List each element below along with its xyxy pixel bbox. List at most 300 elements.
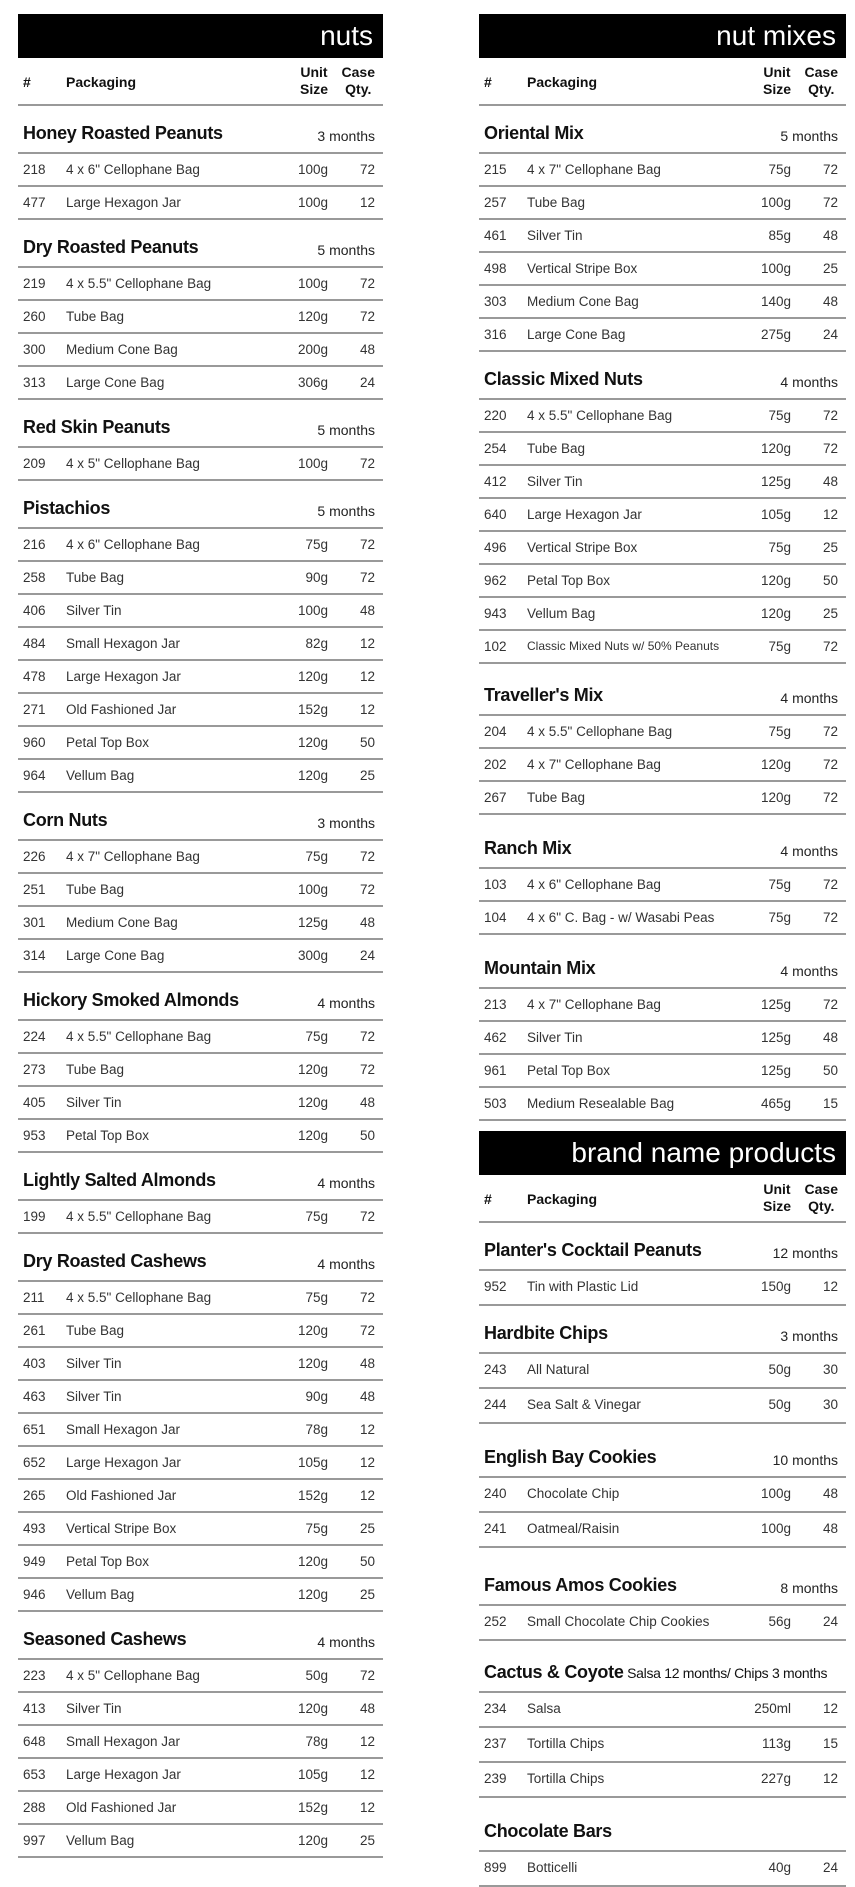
item-number: 952 — [484, 1279, 507, 1294]
header-packaging: Packaging — [66, 74, 137, 90]
item-case-qty: 12 — [359, 1455, 375, 1470]
item-packaging: 4 x 6" Cellophane Bag — [527, 877, 661, 892]
table-row — [18, 1201, 383, 1234]
section-header — [479, 352, 846, 400]
header-unit-size: Unit Size — [299, 64, 328, 97]
item-packaging: 4 x 6" Cellophane Bag — [66, 162, 200, 177]
item-case-qty: 72 — [359, 570, 375, 585]
section-name: Dry Roasted Cashews — [23, 1251, 207, 1271]
section-shelf-life: 4 months — [317, 995, 375, 1011]
section-name: English Bay Cookies — [484, 1447, 657, 1467]
item-packaging: Large Hexagon Jar — [66, 1767, 181, 1782]
item-packaging: Tube Bag — [66, 309, 125, 324]
item-number: 261 — [23, 1323, 46, 1338]
item-case-qty: 50 — [822, 1063, 838, 1078]
item-number: 943 — [484, 606, 507, 621]
item-unit-size: 50g — [768, 1362, 791, 1377]
item-packaging: Tin with Plastic Lid — [527, 1279, 639, 1294]
item-packaging: 4 x 6" Cellophane Bag — [66, 537, 200, 552]
section-header — [18, 1612, 383, 1660]
item-packaging: Small Hexagon Jar — [66, 1422, 181, 1437]
item-number: 648 — [23, 1734, 46, 1749]
item-case-qty: 50 — [359, 1554, 375, 1569]
table-row — [479, 187, 846, 220]
item-number: 234 — [484, 1701, 507, 1716]
section-header — [18, 1153, 383, 1201]
section-name: Honey Roasted Peanuts — [23, 123, 223, 143]
item-packaging: Old Fashioned Jar — [66, 1488, 177, 1503]
item-packaging: Vertical Stripe Box — [527, 540, 638, 555]
item-packaging: 4 x 5" Cellophane Bag — [66, 456, 200, 471]
item-unit-size: 90g — [305, 1389, 328, 1404]
item-packaging: Silver Tin — [527, 228, 583, 243]
item-packaging: Silver Tin — [66, 1389, 122, 1404]
table-row — [18, 187, 383, 220]
item-packaging: Vellum Bag — [66, 1833, 135, 1848]
table-row — [18, 1825, 383, 1858]
item-unit-size: 105g — [760, 507, 791, 522]
section-shelf-life-note: Salsa 12 months/ Chips 3 months — [623, 1665, 828, 1681]
section-shelf-life: 4 months — [317, 1634, 375, 1650]
table-row — [18, 448, 383, 481]
item-packaging: 4 x 5.5" Cellophane Bag — [66, 276, 212, 291]
item-unit-size: 300g — [297, 948, 328, 963]
item-unit-size: 125g — [760, 997, 791, 1012]
item-number: 653 — [23, 1767, 46, 1782]
item-case-qty: 48 — [359, 1389, 375, 1404]
section-shelf-life: 5 months — [317, 242, 375, 258]
item-unit-size: 75g — [305, 849, 328, 864]
item-unit-size: 120g — [297, 1095, 328, 1110]
item-case-qty: 72 — [822, 910, 838, 925]
header-case-qty: Case Qty. — [804, 1181, 838, 1214]
item-number: 244 — [484, 1397, 507, 1412]
section-name: Dry Roasted Peanuts — [23, 237, 199, 257]
item-number: 267 — [484, 790, 507, 805]
item-unit-size: 105g — [297, 1767, 328, 1782]
nut-mixes-table — [479, 106, 846, 1121]
item-case-qty: 72 — [359, 849, 375, 864]
table-row — [479, 1852, 846, 1887]
section-name: Oriental Mix — [484, 123, 584, 143]
item-unit-size: 140g — [760, 294, 791, 309]
item-number: 997 — [23, 1833, 46, 1848]
item-packaging: Small Chocolate Chip Cookies — [527, 1614, 710, 1629]
item-unit-size: 120g — [297, 1128, 328, 1143]
section-header — [18, 481, 383, 529]
section-header — [479, 1424, 846, 1478]
section-name: Ranch Mix — [484, 838, 572, 858]
item-packaging: Tortilla Chips — [527, 1736, 605, 1751]
section-header — [479, 664, 846, 716]
item-packaging: Tube Bag — [66, 882, 125, 897]
item-number: 961 — [484, 1063, 507, 1078]
item-case-qty: 50 — [359, 735, 375, 750]
table-row — [18, 1348, 383, 1381]
column-header — [479, 1175, 846, 1223]
item-case-qty: 12 — [822, 1279, 838, 1294]
section-header — [18, 973, 383, 1021]
item-packaging: Vellum Bag — [66, 768, 135, 783]
table-row — [479, 319, 846, 352]
column-header — [18, 58, 383, 106]
table-row — [18, 841, 383, 874]
table-row — [479, 782, 846, 815]
item-number: 303 — [484, 294, 507, 309]
item-unit-size: 40g — [768, 1860, 791, 1875]
table-row — [479, 253, 846, 286]
section-header — [479, 1223, 846, 1271]
item-case-qty: 72 — [359, 1290, 375, 1305]
section-name: Famous Amos Cookies — [484, 1575, 677, 1595]
table-row — [479, 989, 846, 1022]
item-case-qty: 72 — [359, 537, 375, 552]
item-case-qty: 72 — [359, 882, 375, 897]
item-packaging: Classic Mixed Nuts w/ 50% Peanuts — [527, 639, 720, 653]
item-unit-size: 120g — [760, 441, 791, 456]
section-header — [479, 1641, 846, 1693]
item-packaging: Vellum Bag — [527, 606, 596, 621]
section-shelf-life: 4 months — [780, 963, 838, 979]
item-case-qty: 48 — [822, 294, 838, 309]
table-row — [479, 1728, 846, 1763]
table-row — [479, 902, 846, 935]
item-case-qty: 72 — [822, 790, 838, 805]
item-number: 899 — [484, 1860, 507, 1875]
item-unit-size: 227g — [760, 1771, 791, 1786]
item-packaging: Tube Bag — [527, 195, 586, 210]
item-case-qty: 24 — [822, 327, 838, 342]
item-packaging: Tube Bag — [66, 570, 125, 585]
item-number: 946 — [23, 1587, 46, 1602]
section-header — [18, 1234, 383, 1282]
section-header — [18, 220, 383, 268]
item-number: 273 — [23, 1062, 46, 1077]
item-case-qty: 12 — [359, 1488, 375, 1503]
section-header — [479, 1798, 846, 1852]
item-case-qty: 50 — [822, 573, 838, 588]
item-packaging: Silver Tin — [66, 1095, 122, 1110]
section-header — [479, 106, 846, 154]
item-packaging: Tube Bag — [527, 790, 586, 805]
item-unit-size: 120g — [760, 757, 791, 772]
item-case-qty: 24 — [822, 1614, 838, 1629]
table-row — [479, 1693, 846, 1728]
item-unit-size: 120g — [760, 606, 791, 621]
item-number: 314 — [23, 948, 46, 963]
item-unit-size: 120g — [297, 669, 328, 684]
table-row — [479, 1271, 846, 1306]
item-case-qty: 48 — [822, 228, 838, 243]
item-number: 199 — [23, 1209, 46, 1224]
table-row — [18, 628, 383, 661]
item-number: 461 — [484, 228, 507, 243]
table-row — [18, 940, 383, 973]
item-number: 652 — [23, 1455, 46, 1470]
header-number: # — [484, 1191, 492, 1207]
item-number: 240 — [484, 1486, 507, 1501]
item-unit-size: 85g — [768, 228, 791, 243]
item-number: 257 — [484, 195, 507, 210]
item-packaging: Chocolate Chip — [527, 1486, 620, 1501]
item-unit-size: 120g — [760, 790, 791, 805]
item-packaging: 4 x 6" C. Bag - w/ Wasabi Peas — [527, 910, 715, 925]
item-packaging: 4 x 5.5" Cellophane Bag — [527, 724, 673, 739]
header-unit-size: Unit Size — [762, 1181, 791, 1214]
item-unit-size: 100g — [297, 456, 328, 471]
item-unit-size: 100g — [760, 1486, 791, 1501]
item-unit-size: 120g — [297, 1062, 328, 1077]
item-case-qty: 25 — [359, 768, 375, 783]
item-packaging: Tube Bag — [527, 441, 586, 456]
section-shelf-life: 3 months — [317, 128, 375, 144]
item-packaging: Old Fashioned Jar — [66, 702, 177, 717]
item-number: 213 — [484, 997, 507, 1012]
item-case-qty: 72 — [359, 309, 375, 324]
section-header — [18, 400, 383, 448]
item-unit-size: 120g — [297, 1587, 328, 1602]
item-number: 251 — [23, 882, 46, 897]
item-case-qty: 72 — [822, 877, 838, 892]
item-case-qty: 25 — [359, 1587, 375, 1602]
item-unit-size: 120g — [297, 1554, 328, 1569]
item-packaging: Old Fashioned Jar — [66, 1800, 177, 1815]
item-packaging: Silver Tin — [66, 603, 122, 618]
item-number: 226 — [23, 849, 46, 864]
section-name: Planter's Cocktail Peanuts — [484, 1240, 702, 1260]
item-unit-size: 82g — [305, 636, 328, 651]
section-name: Lightly Salted Almonds — [23, 1170, 216, 1190]
item-unit-size: 120g — [760, 573, 791, 588]
item-packaging: 4 x 5.5" Cellophane Bag — [66, 1209, 212, 1224]
item-number: 103 — [484, 877, 507, 892]
item-number: 300 — [23, 342, 46, 357]
table-row — [18, 268, 383, 301]
header-number: # — [484, 74, 492, 90]
item-case-qty: 25 — [359, 1521, 375, 1536]
item-unit-size: 75g — [768, 910, 791, 925]
item-packaging: 4 x 5.5" Cellophane Bag — [527, 408, 673, 423]
item-case-qty: 72 — [822, 408, 838, 423]
item-case-qty: 72 — [359, 1062, 375, 1077]
item-packaging: Petal Top Box — [66, 1128, 150, 1143]
table-row — [18, 907, 383, 940]
table-row — [479, 598, 846, 631]
item-case-qty: 72 — [822, 441, 838, 456]
section-name: Hickory Smoked Almonds — [23, 990, 239, 1010]
section-shelf-life: 4 months — [780, 374, 838, 390]
section-name: Cactus & Coyote Salsa 12 months/ Chips 3 months — [484, 1662, 828, 1682]
table-row — [18, 1414, 383, 1447]
item-unit-size: 100g — [760, 195, 791, 210]
item-case-qty: 48 — [359, 342, 375, 357]
item-packaging: Small Hexagon Jar — [66, 636, 181, 651]
item-unit-size: 75g — [305, 537, 328, 552]
item-case-qty: 12 — [359, 636, 375, 651]
item-case-qty: 12 — [359, 1422, 375, 1437]
item-unit-size: 152g — [297, 1800, 328, 1815]
item-number: 498 — [484, 261, 507, 276]
item-packaging: 4 x 7" Cellophane Bag — [66, 849, 200, 864]
item-unit-size: 120g — [297, 1833, 328, 1848]
nuts-column — [18, 14, 383, 1858]
item-case-qty: 24 — [359, 948, 375, 963]
item-packaging: Vertical Stripe Box — [66, 1521, 177, 1536]
item-number: 243 — [484, 1362, 507, 1377]
item-unit-size: 150g — [760, 1279, 791, 1294]
section-shelf-life: 4 months — [317, 1175, 375, 1191]
item-number: 224 — [23, 1029, 46, 1044]
section-shelf-life: 4 months — [317, 1256, 375, 1272]
item-unit-size: 50g — [768, 1397, 791, 1412]
item-unit-size: 120g — [297, 1323, 328, 1338]
item-number: 288 — [23, 1800, 46, 1815]
item-number: 209 — [23, 456, 46, 471]
table-row — [479, 400, 846, 433]
table-row — [479, 433, 846, 466]
item-number: 102 — [484, 639, 507, 654]
table-row — [18, 562, 383, 595]
item-packaging: Medium Cone Bag — [527, 294, 639, 309]
item-packaging: Oatmeal/Raisin — [527, 1521, 620, 1536]
item-case-qty: 72 — [822, 162, 838, 177]
section-name: Mountain Mix — [484, 958, 596, 978]
item-unit-size: 125g — [297, 915, 328, 930]
table-row — [18, 529, 383, 562]
item-packaging: Large Cone Bag — [66, 375, 165, 390]
item-unit-size: 90g — [305, 570, 328, 585]
item-number: 301 — [23, 915, 46, 930]
section-header — [18, 793, 383, 841]
item-unit-size: 105g — [297, 1455, 328, 1470]
item-case-qty: 48 — [359, 1701, 375, 1716]
item-unit-size: 125g — [760, 1063, 791, 1078]
item-number: 260 — [23, 309, 46, 324]
header-packaging: Packaging — [527, 74, 598, 90]
item-unit-size: 120g — [297, 1701, 328, 1716]
item-case-qty: 48 — [822, 1521, 838, 1536]
item-packaging: Tortilla Chips — [527, 1771, 605, 1786]
item-unit-size: 50g — [305, 1668, 328, 1683]
item-unit-size: 275g — [760, 327, 791, 342]
item-number: 405 — [23, 1095, 46, 1110]
item-case-qty: 72 — [359, 456, 375, 471]
item-unit-size: 250ml — [754, 1701, 791, 1716]
item-packaging: Salsa — [527, 1701, 561, 1716]
table-row — [479, 532, 846, 565]
table-row — [18, 694, 383, 727]
item-number: 237 — [484, 1736, 507, 1751]
table-row — [479, 499, 846, 532]
item-number: 493 — [23, 1521, 46, 1536]
item-unit-size: 120g — [297, 309, 328, 324]
section-name: Classic Mixed Nuts — [484, 369, 643, 389]
item-case-qty: 72 — [359, 276, 375, 291]
section-header — [479, 935, 846, 989]
item-packaging: Tube Bag — [66, 1062, 125, 1077]
table-row — [479, 1088, 846, 1121]
item-number: 216 — [23, 537, 46, 552]
item-unit-size: 120g — [297, 1356, 328, 1371]
item-case-qty: 48 — [822, 1486, 838, 1501]
item-packaging: Large Cone Bag — [66, 948, 165, 963]
item-number: 964 — [23, 768, 46, 783]
item-number: 503 — [484, 1096, 507, 1111]
item-packaging: Large Cone Bag — [527, 327, 626, 342]
item-case-qty: 12 — [359, 195, 375, 210]
item-unit-size: 100g — [297, 603, 328, 618]
item-case-qty: 50 — [359, 1128, 375, 1143]
item-case-qty: 72 — [822, 724, 838, 739]
section-name: Chocolate Bars — [484, 1821, 612, 1841]
table-row — [18, 1726, 383, 1759]
item-packaging: Large Hexagon Jar — [66, 1455, 181, 1470]
item-case-qty: 72 — [822, 195, 838, 210]
section-header — [479, 815, 846, 869]
item-case-qty: 72 — [822, 757, 838, 772]
item-packaging: Petal Top Box — [66, 735, 150, 750]
item-unit-size: 75g — [768, 724, 791, 739]
item-unit-size: 100g — [297, 882, 328, 897]
item-case-qty: 15 — [822, 1736, 838, 1751]
item-packaging: Tube Bag — [66, 1323, 125, 1338]
item-unit-size: 78g — [305, 1422, 328, 1437]
item-case-qty: 72 — [359, 1323, 375, 1338]
item-unit-size: 100g — [760, 1521, 791, 1536]
header-case-qty: Case Qty. — [341, 64, 375, 97]
item-unit-size: 100g — [297, 195, 328, 210]
table-row — [479, 1606, 846, 1641]
item-number: 962 — [484, 573, 507, 588]
item-case-qty: 12 — [822, 507, 838, 522]
item-case-qty: 48 — [359, 603, 375, 618]
brand-products-table — [479, 1223, 846, 1887]
item-case-qty: 72 — [822, 997, 838, 1012]
nuts-table — [18, 106, 383, 1858]
item-case-qty: 72 — [359, 1209, 375, 1224]
item-packaging: Silver Tin — [66, 1356, 122, 1371]
item-unit-size: 75g — [768, 877, 791, 892]
item-number: 223 — [23, 1668, 46, 1683]
item-number: 463 — [23, 1389, 46, 1404]
header-case-qty: Case Qty. — [804, 64, 838, 97]
item-case-qty: 24 — [822, 1860, 838, 1875]
item-unit-size: 100g — [297, 276, 328, 291]
item-number: 204 — [484, 724, 507, 739]
item-number: 215 — [484, 162, 507, 177]
table-row — [18, 1381, 383, 1414]
item-packaging: 4 x 7" Cellophane Bag — [527, 997, 661, 1012]
section-shelf-life: 5 months — [317, 422, 375, 438]
table-row — [479, 631, 846, 664]
table-row — [479, 1354, 846, 1389]
item-unit-size: 125g — [760, 1030, 791, 1045]
section-header — [479, 1548, 846, 1606]
item-packaging: Small Hexagon Jar — [66, 1734, 181, 1749]
table-row — [18, 1546, 383, 1579]
table-row — [18, 1579, 383, 1612]
item-number: 265 — [23, 1488, 46, 1503]
item-packaging: Silver Tin — [527, 474, 583, 489]
item-packaging: Sea Salt & Vinegar — [527, 1397, 641, 1412]
table-row — [479, 154, 846, 187]
table-row — [479, 286, 846, 319]
item-case-qty: 12 — [822, 1771, 838, 1786]
item-packaging: Medium Cone Bag — [66, 915, 178, 930]
section-shelf-life: 8 months — [780, 1580, 838, 1596]
item-case-qty: 48 — [359, 1356, 375, 1371]
item-packaging: All Natural — [527, 1362, 590, 1377]
